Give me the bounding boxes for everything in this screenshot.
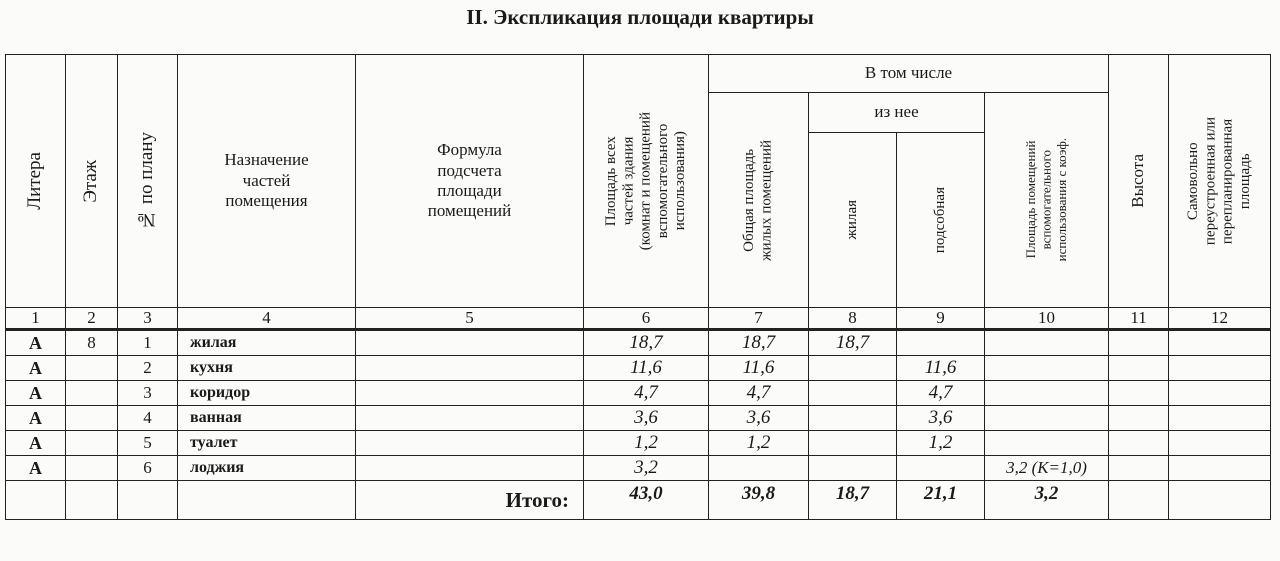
header-no-po-planu-text: № по плану bbox=[136, 132, 158, 230]
table-row bbox=[6, 431, 1271, 456]
totals-aux-coef: 3,2 bbox=[985, 481, 1109, 520]
column-number: 9 bbox=[897, 308, 985, 330]
header-vspomog-koef bbox=[985, 93, 1109, 308]
totals-empty-cell bbox=[118, 481, 178, 520]
explication-table bbox=[5, 54, 1271, 520]
totals-row bbox=[6, 481, 1271, 520]
header-ploshad-vseh bbox=[584, 55, 709, 308]
totals-total: 43,0 bbox=[584, 481, 709, 520]
cell-formula bbox=[356, 406, 584, 431]
cell-name: туалет bbox=[178, 431, 356, 456]
cell-no: 5 bbox=[118, 431, 178, 456]
table-row bbox=[6, 381, 1271, 406]
header-formula-line: Формула bbox=[437, 140, 502, 160]
cell-living: 18,7 bbox=[809, 330, 897, 356]
cell-unauth bbox=[1169, 406, 1271, 431]
cell-total: 1,2 bbox=[584, 431, 709, 456]
header-formula-line: подсчета bbox=[437, 160, 502, 180]
cell-name: кухня bbox=[178, 356, 356, 381]
totals-aux: 21,1 bbox=[897, 481, 985, 520]
totals-empty-cell bbox=[1169, 481, 1271, 520]
header-v-tom-chisle: В том числе bbox=[709, 55, 1109, 93]
header-etazh-text: Этаж bbox=[80, 159, 102, 203]
cell-etazh bbox=[66, 456, 118, 481]
cell-general: 4,7 bbox=[709, 381, 809, 406]
header-samovolno-text: Самовольно переустроенная или перепланированная площадь bbox=[1185, 116, 1253, 246]
cell-general: 11,6 bbox=[709, 356, 809, 381]
totals-empty-cell bbox=[66, 481, 118, 520]
header-obshaya-zhilyh bbox=[709, 93, 809, 308]
column-number: 10 bbox=[985, 308, 1109, 330]
cell-etazh bbox=[66, 406, 118, 431]
cell-height bbox=[1109, 456, 1169, 481]
header-no-po-planu bbox=[118, 55, 178, 308]
cell-height bbox=[1109, 330, 1169, 356]
cell-etazh: 8 bbox=[66, 330, 118, 356]
cell-living bbox=[809, 456, 897, 481]
header-naznachenie-line: Назначение bbox=[224, 150, 309, 170]
cell-litera: А bbox=[6, 456, 66, 481]
totals-label: Итого: bbox=[356, 481, 584, 520]
totals-empty-cell bbox=[6, 481, 66, 520]
cell-name: ванная bbox=[178, 406, 356, 431]
column-number: 6 bbox=[584, 308, 709, 330]
cell-aux: 4,7 bbox=[897, 381, 985, 406]
cell-name: лоджия bbox=[178, 456, 356, 481]
header-podsobnaya-text: подсобная bbox=[931, 186, 948, 254]
header-etazh bbox=[66, 55, 118, 308]
cell-etazh bbox=[66, 431, 118, 456]
cell-aux: 1,2 bbox=[897, 431, 985, 456]
header-vysota bbox=[1109, 55, 1169, 308]
cell-aux: 11,6 bbox=[897, 356, 985, 381]
header-naznachenie bbox=[178, 55, 356, 308]
cell-etazh bbox=[66, 381, 118, 406]
cell-total: 4,7 bbox=[584, 381, 709, 406]
cell-height bbox=[1109, 356, 1169, 381]
cell-unauth bbox=[1169, 330, 1271, 356]
cell-total: 3,2 bbox=[584, 456, 709, 481]
header-podsobnaya bbox=[897, 133, 985, 308]
table-row bbox=[6, 356, 1271, 381]
cell-no: 3 bbox=[118, 381, 178, 406]
cell-general bbox=[709, 456, 809, 481]
cell-aux-coef bbox=[985, 356, 1109, 381]
cell-aux-coef bbox=[985, 431, 1109, 456]
cell-litera: А bbox=[6, 356, 66, 381]
cell-no: 4 bbox=[118, 406, 178, 431]
header-iz-nee: из нее bbox=[809, 93, 985, 133]
totals-empty-cell bbox=[178, 481, 356, 520]
cell-general: 3,6 bbox=[709, 406, 809, 431]
cell-name: коридор bbox=[178, 381, 356, 406]
cell-formula bbox=[356, 381, 584, 406]
column-number: 2 bbox=[66, 308, 118, 330]
cell-total: 3,6 bbox=[584, 406, 709, 431]
cell-formula bbox=[356, 456, 584, 481]
document-title: II. Экспликация площади квартиры bbox=[466, 5, 814, 29]
table-row bbox=[6, 330, 1271, 356]
column-number: 8 bbox=[809, 308, 897, 330]
header-samovolno bbox=[1169, 55, 1271, 308]
cell-unauth bbox=[1169, 456, 1271, 481]
header-formula-line: помещений bbox=[427, 201, 512, 221]
cell-aux-coef: 3,2 (К=1,0) bbox=[985, 456, 1109, 481]
column-number: 11 bbox=[1109, 308, 1169, 330]
cell-litera: А bbox=[6, 406, 66, 431]
cell-name: жилая bbox=[178, 330, 356, 356]
cell-living bbox=[809, 406, 897, 431]
cell-aux bbox=[897, 456, 985, 481]
cell-height bbox=[1109, 381, 1169, 406]
header-ploshad-vseh-text: Площадь всех частей здания (комнат и помещений вспомогательного использования) bbox=[602, 111, 688, 251]
table-row bbox=[6, 406, 1271, 431]
column-numbers-row bbox=[6, 308, 1271, 330]
cell-litera: А bbox=[6, 330, 66, 356]
cell-formula bbox=[356, 431, 584, 456]
cell-living bbox=[809, 356, 897, 381]
header-vysota-text: Высота bbox=[1128, 154, 1148, 208]
cell-total: 11,6 bbox=[584, 356, 709, 381]
cell-aux: 3,6 bbox=[897, 406, 985, 431]
header-formula bbox=[356, 55, 584, 308]
cell-litera: А bbox=[6, 381, 66, 406]
cell-formula bbox=[356, 356, 584, 381]
header-naznachenie-line: помещения bbox=[225, 191, 308, 211]
totals-living: 18,7 bbox=[809, 481, 897, 520]
cell-living bbox=[809, 431, 897, 456]
header-zhilaya-text: жилая bbox=[843, 200, 860, 240]
column-number: 3 bbox=[118, 308, 178, 330]
cell-aux bbox=[897, 330, 985, 356]
cell-unauth bbox=[1169, 356, 1271, 381]
cell-litera: А bbox=[6, 431, 66, 456]
cell-no: 2 bbox=[118, 356, 178, 381]
cell-etazh bbox=[66, 356, 118, 381]
cell-no: 6 bbox=[118, 456, 178, 481]
table-row bbox=[6, 456, 1271, 481]
cell-no: 1 bbox=[118, 330, 178, 356]
cell-general: 1,2 bbox=[709, 431, 809, 456]
header-litera bbox=[6, 55, 66, 308]
cell-unauth bbox=[1169, 431, 1271, 456]
column-number: 1 bbox=[6, 308, 66, 330]
cell-aux-coef bbox=[985, 381, 1109, 406]
header-obshaya-zhilyh-text: Общая площадь жилых помещений bbox=[741, 139, 775, 261]
header-litera-text: Литера bbox=[24, 152, 46, 210]
cell-general: 18,7 bbox=[709, 330, 809, 356]
cell-total: 18,7 bbox=[584, 330, 709, 356]
cell-unauth bbox=[1169, 381, 1271, 406]
cell-height bbox=[1109, 406, 1169, 431]
header-vspomog-koef-text: Площадь помещений вспомогательного использования с коэф. bbox=[1023, 138, 1070, 262]
column-number: 7 bbox=[709, 308, 809, 330]
column-number: 5 bbox=[356, 308, 584, 330]
cell-formula bbox=[356, 330, 584, 356]
totals-general: 39,8 bbox=[709, 481, 809, 520]
header-formula-line: площади bbox=[437, 181, 502, 200]
cell-height bbox=[1109, 431, 1169, 456]
cell-living bbox=[809, 381, 897, 406]
column-number: 4 bbox=[178, 308, 356, 330]
column-number: 12 bbox=[1169, 308, 1271, 330]
cell-aux-coef bbox=[985, 406, 1109, 431]
totals-empty-cell bbox=[1109, 481, 1169, 520]
cell-aux-coef bbox=[985, 330, 1109, 356]
header-zhilaya bbox=[809, 133, 897, 308]
header-naznachenie-line: частей bbox=[242, 170, 291, 190]
